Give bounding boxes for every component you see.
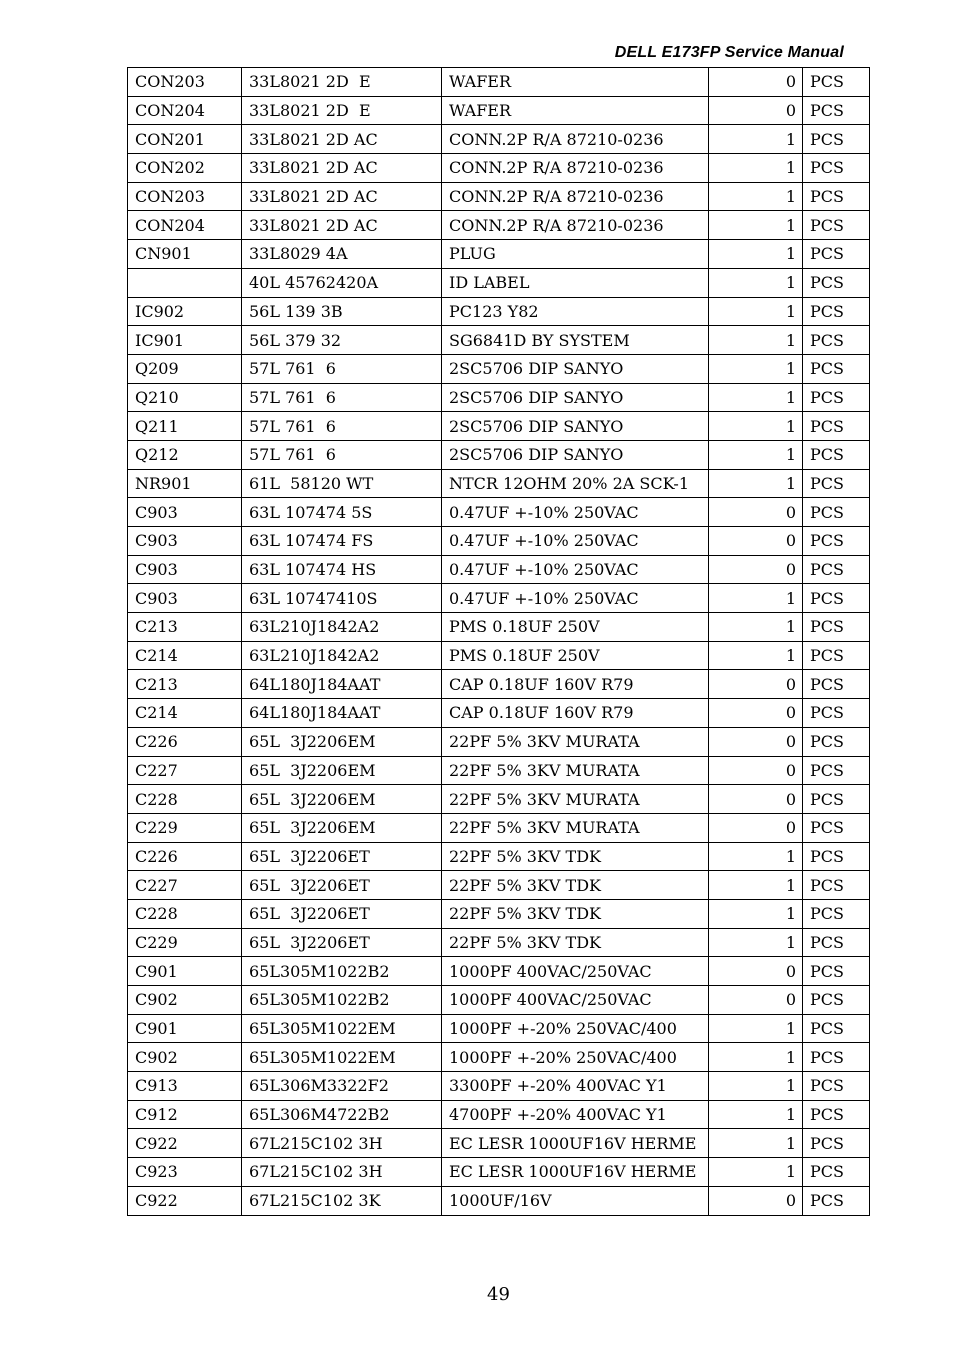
description-cell: 1000UF/16V (442, 1186, 709, 1215)
table-row (128, 182, 870, 211)
description-cell: 1000PF +-20% 250VAC/400 (442, 1014, 709, 1043)
quantity-cell: 1 (709, 1129, 803, 1158)
table-row (128, 125, 870, 154)
part-number-cell: 63L210J1842A2 (242, 613, 442, 642)
quantity-cell: 0 (709, 727, 803, 756)
quantity-cell: 0 (709, 670, 803, 699)
unit-cell: PCS (803, 871, 870, 900)
description-cell: 22PF 5% 3KV MURATA (442, 813, 709, 842)
table-row (128, 527, 870, 556)
table-row (128, 68, 870, 97)
quantity-cell: 1 (709, 211, 803, 240)
table-row (128, 1072, 870, 1101)
table-row (128, 584, 870, 613)
table-row (128, 354, 870, 383)
table-row (128, 297, 870, 326)
part-number-cell: 33L8021 2D AC (242, 125, 442, 154)
part-number-cell: 65L305M1022EM (242, 1014, 442, 1043)
description-cell: CAP 0.18UF 160V R79 (442, 699, 709, 728)
part-number-cell: 61L 58120 WT (242, 469, 442, 498)
description-cell: 22PF 5% 3KV TDK (442, 842, 709, 871)
quantity-cell: 0 (709, 785, 803, 814)
description-cell: WAFER (442, 68, 709, 97)
description-cell: 0.47UF +-10% 250VAC (442, 498, 709, 527)
ref-designator-cell: CON203 (128, 182, 242, 211)
table-row (128, 326, 870, 355)
unit-cell: PCS (803, 68, 870, 97)
description-cell: CAP 0.18UF 160V R79 (442, 670, 709, 699)
unit-cell: PCS (803, 670, 870, 699)
quantity-cell: 0 (709, 957, 803, 986)
ref-designator-cell: C903 (128, 498, 242, 527)
part-number-cell: 65L 3J2206ET (242, 928, 442, 957)
part-number-cell: 65L305M1022EM (242, 1043, 442, 1072)
ref-designator-cell: C922 (128, 1129, 242, 1158)
quantity-cell: 0 (709, 96, 803, 125)
ref-designator-cell: C901 (128, 1014, 242, 1043)
table-row (128, 899, 870, 928)
unit-cell: PCS (803, 1186, 870, 1215)
part-number-cell: 56L 139 3B (242, 297, 442, 326)
ref-designator-cell: C213 (128, 613, 242, 642)
ref-designator-cell: Q211 (128, 412, 242, 441)
ref-designator-cell: C923 (128, 1158, 242, 1187)
quantity-cell: 1 (709, 412, 803, 441)
table-row (128, 1043, 870, 1072)
part-number-cell: 65L305M1022B2 (242, 957, 442, 986)
unit-cell: PCS (803, 813, 870, 842)
unit-cell: PCS (803, 842, 870, 871)
unit-cell: PCS (803, 899, 870, 928)
ref-designator-cell: C913 (128, 1072, 242, 1101)
ref-designator-cell: Q210 (128, 383, 242, 412)
part-number-cell: 67L215C102 3H (242, 1129, 442, 1158)
description-cell: 2SC5706 DIP SANYO (442, 412, 709, 441)
quantity-cell: 1 (709, 1100, 803, 1129)
ref-designator-cell: C228 (128, 785, 242, 814)
table-row (128, 555, 870, 584)
parts-list-table (127, 67, 870, 1216)
part-number-cell: 63L210J1842A2 (242, 641, 442, 670)
unit-cell: PCS (803, 469, 870, 498)
ref-designator-cell (128, 268, 242, 297)
unit-cell: PCS (803, 785, 870, 814)
quantity-cell: 0 (709, 68, 803, 97)
ref-designator-cell: C214 (128, 641, 242, 670)
description-cell: PMS 0.18UF 250V (442, 613, 709, 642)
ref-designator-cell: C902 (128, 986, 242, 1015)
table-row (128, 813, 870, 842)
part-number-cell: 33L8029 4A (242, 240, 442, 269)
unit-cell: PCS (803, 1014, 870, 1043)
table-row (128, 986, 870, 1015)
ref-designator-cell: C213 (128, 670, 242, 699)
quantity-cell: 0 (709, 813, 803, 842)
description-cell: 1000PF +-20% 250VAC/400 (442, 1043, 709, 1072)
table-row (128, 871, 870, 900)
unit-cell: PCS (803, 240, 870, 269)
quantity-cell: 1 (709, 641, 803, 670)
description-cell: PC123 Y82 (442, 297, 709, 326)
unit-cell: PCS (803, 125, 870, 154)
part-number-cell: 63L 107474 5S (242, 498, 442, 527)
unit-cell: PCS (803, 297, 870, 326)
description-cell: 0.47UF +-10% 250VAC (442, 527, 709, 556)
quantity-cell: 1 (709, 297, 803, 326)
ref-designator-cell: C903 (128, 527, 242, 556)
ref-designator-cell: C226 (128, 842, 242, 871)
ref-designator-cell: C229 (128, 928, 242, 957)
document-header: DELL E173FP Service Manual (614, 44, 844, 61)
unit-cell: PCS (803, 1129, 870, 1158)
quantity-cell: 1 (709, 1014, 803, 1043)
description-cell: 1000PF 400VAC/250VAC (442, 986, 709, 1015)
part-number-cell: 65L305M1022B2 (242, 986, 442, 1015)
table-row (128, 613, 870, 642)
description-cell: CONN.2P R/A 87210-0236 (442, 211, 709, 240)
quantity-cell: 1 (709, 842, 803, 871)
quantity-cell: 1 (709, 584, 803, 613)
quantity-cell: 0 (709, 699, 803, 728)
description-cell: 0.47UF +-10% 250VAC (442, 555, 709, 584)
table-row (128, 1100, 870, 1129)
table-row (128, 727, 870, 756)
unit-cell: PCS (803, 440, 870, 469)
table-row (128, 96, 870, 125)
description-cell: PLUG (442, 240, 709, 269)
ref-designator-cell: CON204 (128, 96, 242, 125)
table-row (128, 1129, 870, 1158)
unit-cell: PCS (803, 699, 870, 728)
description-cell: NTCR 12OHM 20% 2A SCK-1 (442, 469, 709, 498)
unit-cell: PCS (803, 326, 870, 355)
table-row (128, 211, 870, 240)
description-cell: CONN.2P R/A 87210-0236 (442, 154, 709, 183)
part-number-cell: 56L 379 32 (242, 326, 442, 355)
unit-cell: PCS (803, 1072, 870, 1101)
part-number-cell: 57L 761 6 (242, 412, 442, 441)
quantity-cell: 1 (709, 354, 803, 383)
table-row (128, 498, 870, 527)
part-number-cell: 65L 3J2206ET (242, 871, 442, 900)
part-number-cell: 63L 107474 FS (242, 527, 442, 556)
description-cell: CONN.2P R/A 87210-0236 (442, 182, 709, 211)
part-number-cell: 65L 3J2206EM (242, 756, 442, 785)
ref-designator-cell: C226 (128, 727, 242, 756)
part-number-cell: 64L180J184AAT (242, 699, 442, 728)
description-cell: 2SC5706 DIP SANYO (442, 383, 709, 412)
part-number-cell: 63L 10747410S (242, 584, 442, 613)
part-number-cell: 65L 3J2206EM (242, 813, 442, 842)
quantity-cell: 1 (709, 899, 803, 928)
table-row (128, 842, 870, 871)
ref-designator-cell: C228 (128, 899, 242, 928)
quantity-cell: 1 (709, 469, 803, 498)
description-cell: PMS 0.18UF 250V (442, 641, 709, 670)
table-row (128, 1158, 870, 1187)
table-row (128, 928, 870, 957)
quantity-cell: 1 (709, 154, 803, 183)
description-cell: 2SC5706 DIP SANYO (442, 354, 709, 383)
table-row (128, 240, 870, 269)
part-number-cell: 57L 761 6 (242, 440, 442, 469)
quantity-cell: 0 (709, 1186, 803, 1215)
ref-designator-cell: C227 (128, 756, 242, 785)
table-row (128, 469, 870, 498)
description-cell: CONN.2P R/A 87210-0236 (442, 125, 709, 154)
quantity-cell: 0 (709, 555, 803, 584)
part-number-cell: 65L 3J2206ET (242, 899, 442, 928)
unit-cell: PCS (803, 1043, 870, 1072)
quantity-cell: 1 (709, 1072, 803, 1101)
description-cell: ID LABEL (442, 268, 709, 297)
table-row (128, 641, 870, 670)
description-cell: 4700PF +-20% 400VAC Y1 (442, 1100, 709, 1129)
part-number-cell: 65L 3J2206EM (242, 727, 442, 756)
part-number-cell: 33L8021 2D AC (242, 182, 442, 211)
table-row (128, 699, 870, 728)
description-cell: 22PF 5% 3KV MURATA (442, 727, 709, 756)
quantity-cell: 1 (709, 440, 803, 469)
unit-cell: PCS (803, 957, 870, 986)
ref-designator-cell: CON203 (128, 68, 242, 97)
part-number-cell: 33L8021 2D AC (242, 211, 442, 240)
part-number-cell: 63L 107474 HS (242, 555, 442, 584)
table-row (128, 1186, 870, 1215)
unit-cell: PCS (803, 555, 870, 584)
table-row (128, 785, 870, 814)
description-cell: 0.47UF +-10% 250VAC (442, 584, 709, 613)
ref-designator-cell: Q212 (128, 440, 242, 469)
quantity-cell: 1 (709, 1043, 803, 1072)
ref-designator-cell: C922 (128, 1186, 242, 1215)
part-number-cell: 57L 761 6 (242, 354, 442, 383)
parts-list-body (128, 68, 870, 1216)
unit-cell: PCS (803, 412, 870, 441)
part-number-cell: 33L8021 2D E (242, 96, 442, 125)
ref-designator-cell: IC901 (128, 326, 242, 355)
part-number-cell: 57L 761 6 (242, 383, 442, 412)
description-cell: WAFER (442, 96, 709, 125)
quantity-cell: 0 (709, 986, 803, 1015)
unit-cell: PCS (803, 756, 870, 785)
quantity-cell: 1 (709, 268, 803, 297)
table-row (128, 440, 870, 469)
table-row (128, 383, 870, 412)
description-cell: 22PF 5% 3KV MURATA (442, 756, 709, 785)
part-number-cell: 33L8021 2D AC (242, 154, 442, 183)
unit-cell: PCS (803, 928, 870, 957)
part-number-cell: 33L8021 2D E (242, 68, 442, 97)
description-cell: SG6841D BY SYSTEM (442, 326, 709, 355)
unit-cell: PCS (803, 154, 870, 183)
unit-cell: PCS (803, 354, 870, 383)
table-row (128, 1014, 870, 1043)
unit-cell: PCS (803, 211, 870, 240)
quantity-cell: 0 (709, 527, 803, 556)
table-row (128, 154, 870, 183)
unit-cell: PCS (803, 584, 870, 613)
description-cell: EC LESR 1000UF16V HERME (442, 1158, 709, 1187)
unit-cell: PCS (803, 1158, 870, 1187)
description-cell: 3300PF +-20% 400VAC Y1 (442, 1072, 709, 1101)
ref-designator-cell: C229 (128, 813, 242, 842)
ref-designator-cell: CN901 (128, 240, 242, 269)
unit-cell: PCS (803, 727, 870, 756)
quantity-cell: 0 (709, 756, 803, 785)
unit-cell: PCS (803, 641, 870, 670)
unit-cell: PCS (803, 268, 870, 297)
part-number-cell: 67L215C102 3K (242, 1186, 442, 1215)
quantity-cell: 1 (709, 125, 803, 154)
quantity-cell: 1 (709, 1158, 803, 1187)
ref-designator-cell: IC902 (128, 297, 242, 326)
description-cell: 22PF 5% 3KV TDK (442, 928, 709, 957)
unit-cell: PCS (803, 96, 870, 125)
unit-cell: PCS (803, 182, 870, 211)
ref-designator-cell: C901 (128, 957, 242, 986)
quantity-cell: 1 (709, 326, 803, 355)
ref-designator-cell: C902 (128, 1043, 242, 1072)
description-cell: 1000PF 400VAC/250VAC (442, 957, 709, 986)
part-number-cell: 65L306M3322F2 (242, 1072, 442, 1101)
table-row (128, 756, 870, 785)
table-row (128, 412, 870, 441)
table-row (128, 957, 870, 986)
unit-cell: PCS (803, 383, 870, 412)
ref-designator-cell: C214 (128, 699, 242, 728)
ref-designator-cell: C227 (128, 871, 242, 900)
description-cell: 22PF 5% 3KV MURATA (442, 785, 709, 814)
description-cell: 22PF 5% 3KV TDK (442, 871, 709, 900)
ref-designator-cell: Q209 (128, 354, 242, 383)
quantity-cell: 0 (709, 498, 803, 527)
quantity-cell: 1 (709, 613, 803, 642)
unit-cell: PCS (803, 498, 870, 527)
description-cell: 22PF 5% 3KV TDK (442, 899, 709, 928)
description-cell: EC LESR 1000UF16V HERME (442, 1129, 709, 1158)
description-cell: 2SC5706 DIP SANYO (442, 440, 709, 469)
unit-cell: PCS (803, 613, 870, 642)
unit-cell: PCS (803, 527, 870, 556)
quantity-cell: 1 (709, 383, 803, 412)
unit-cell: PCS (803, 986, 870, 1015)
quantity-cell: 1 (709, 871, 803, 900)
ref-designator-cell: NR901 (128, 469, 242, 498)
part-number-cell: 67L215C102 3H (242, 1158, 442, 1187)
ref-designator-cell: C903 (128, 555, 242, 584)
ref-designator-cell: CON201 (128, 125, 242, 154)
page-number: 49 (487, 1284, 510, 1305)
unit-cell: PCS (803, 1100, 870, 1129)
quantity-cell: 1 (709, 182, 803, 211)
part-number-cell: 40L 45762420A (242, 268, 442, 297)
ref-designator-cell: CON204 (128, 211, 242, 240)
part-number-cell: 65L 3J2206ET (242, 842, 442, 871)
part-number-cell: 64L180J184AAT (242, 670, 442, 699)
part-number-cell: 65L306M4722B2 (242, 1100, 442, 1129)
table-row (128, 268, 870, 297)
ref-designator-cell: CON202 (128, 154, 242, 183)
quantity-cell: 1 (709, 240, 803, 269)
ref-designator-cell: C912 (128, 1100, 242, 1129)
table-row (128, 670, 870, 699)
ref-designator-cell: C903 (128, 584, 242, 613)
part-number-cell: 65L 3J2206EM (242, 785, 442, 814)
quantity-cell: 1 (709, 928, 803, 957)
